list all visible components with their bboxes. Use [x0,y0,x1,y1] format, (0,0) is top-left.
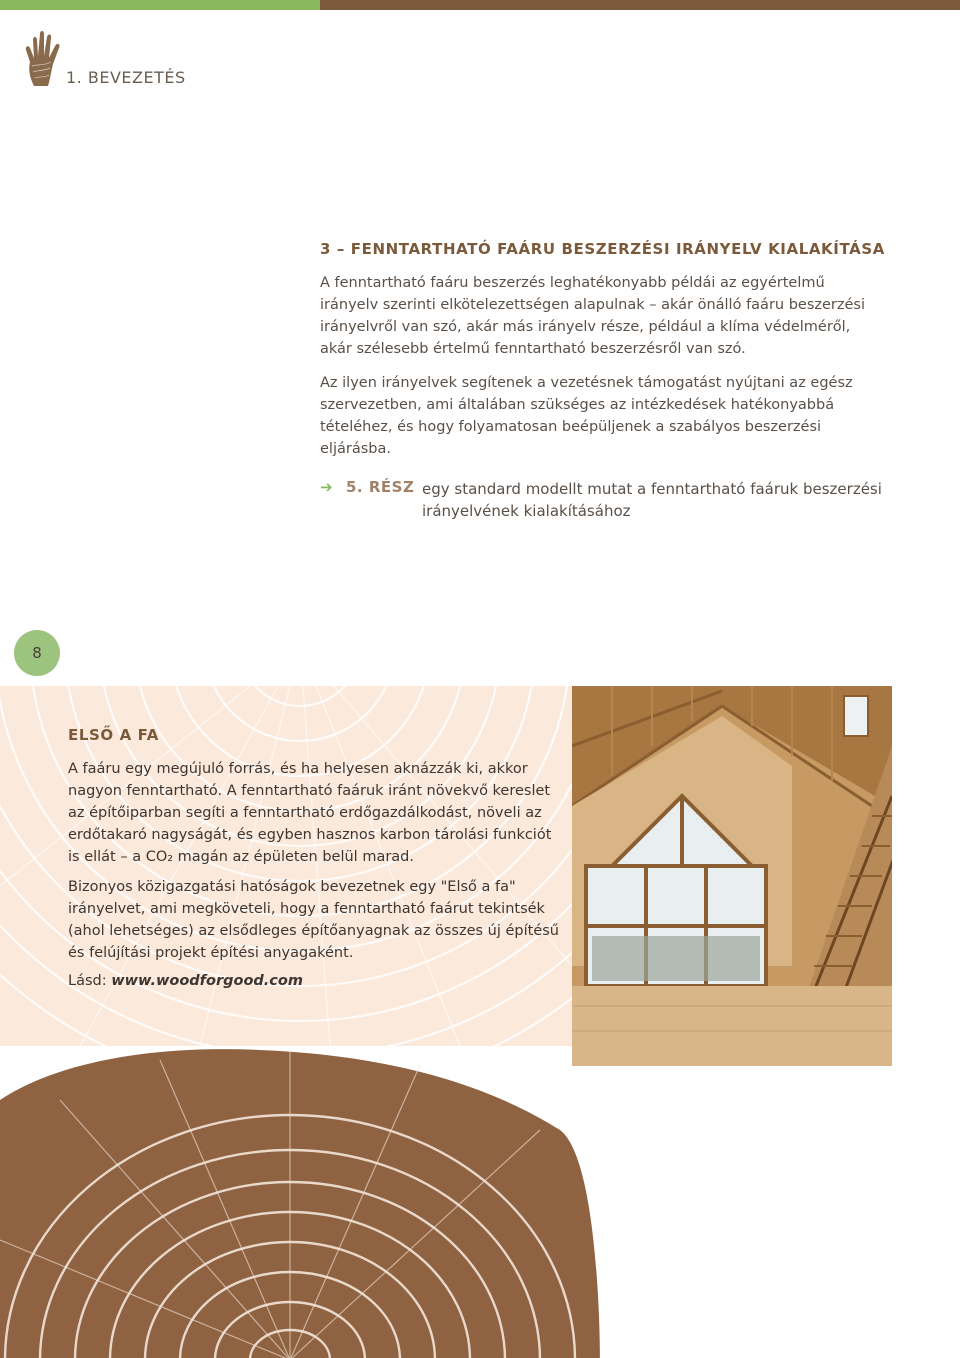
website-link[interactable]: www.woodforgood.com [111,973,303,989]
wooden-interior-photo [572,686,892,1066]
reference-text: egy standard modellt mutat a fenntartható faáruk beszerzési irányelvének kialakításához [422,480,882,520]
page-number: 8 [14,630,60,676]
box-title: ELSŐ A FA [68,726,159,744]
box-paragraph-1: A faáru egy megújuló forrás, és ha helyesen aknázzák ki, akkor nagyon fenntartható. A fenntartható faáruk iránt növekvő kereslet az építőiparban segíti a fenntartható erdőgazdálkodást, növeli az erdőtakaró nagyságát, és egyben hasznos karbon tárolási funkciót is ellát – a CO₂ magán az épületen belül marad. [68,761,552,865]
see-also [68,970,560,992]
see-label: Lásd: [68,973,112,989]
handprint-icon [20,28,70,88]
top-bar-green [0,0,320,10]
tree-stump-cross-section [0,1040,600,1358]
top-bar-brown [320,0,960,10]
arrow-right-icon: ➔ [320,478,333,496]
section-paragraph-2: Az ilyen irányelvek segítenek a vezetésnek támogatást nyújtani az egész szervezetben, ami általában szükséges az intézkedések hatékonyabbá tételéhez, és hogy folyamatosan beépüljenek a szabályos beszerzési eljárásba. [320,375,853,457]
reference-label[interactable]: 5. RÉSZ [346,478,415,496]
section-paragraph-1: A fenntartható faáru beszerzés leghatékonyabb példái az egyértelmű irányelv szerinti elkötelezettségen alapulnak – akár önálló faáru beszerzési irányelvről van szó, akár más irányelv része, például a klíma védelméről, akár szélesebb értelmű fenntartható beszerzésről van szó. [320,275,865,357]
chapter-title: 1. BEVEZETÉS [66,68,186,87]
section-title: 3 – FENNTARTHATÓ FAÁRU BESZERZÉSI IRÁNYELV KIALAKÍTÁSA [320,240,885,258]
box-paragraph-2: Bizonyos közigazgatási hatóságok bevezetnek egy "Első a fa" irányelvet, ami megköveteli, hogy a fenntartható faárut tekintsék (ahol lehetséges) az elsődleges építőanyagnak az összes új építésű és felújítási projekt építési anyagaként. [68,879,559,961]
